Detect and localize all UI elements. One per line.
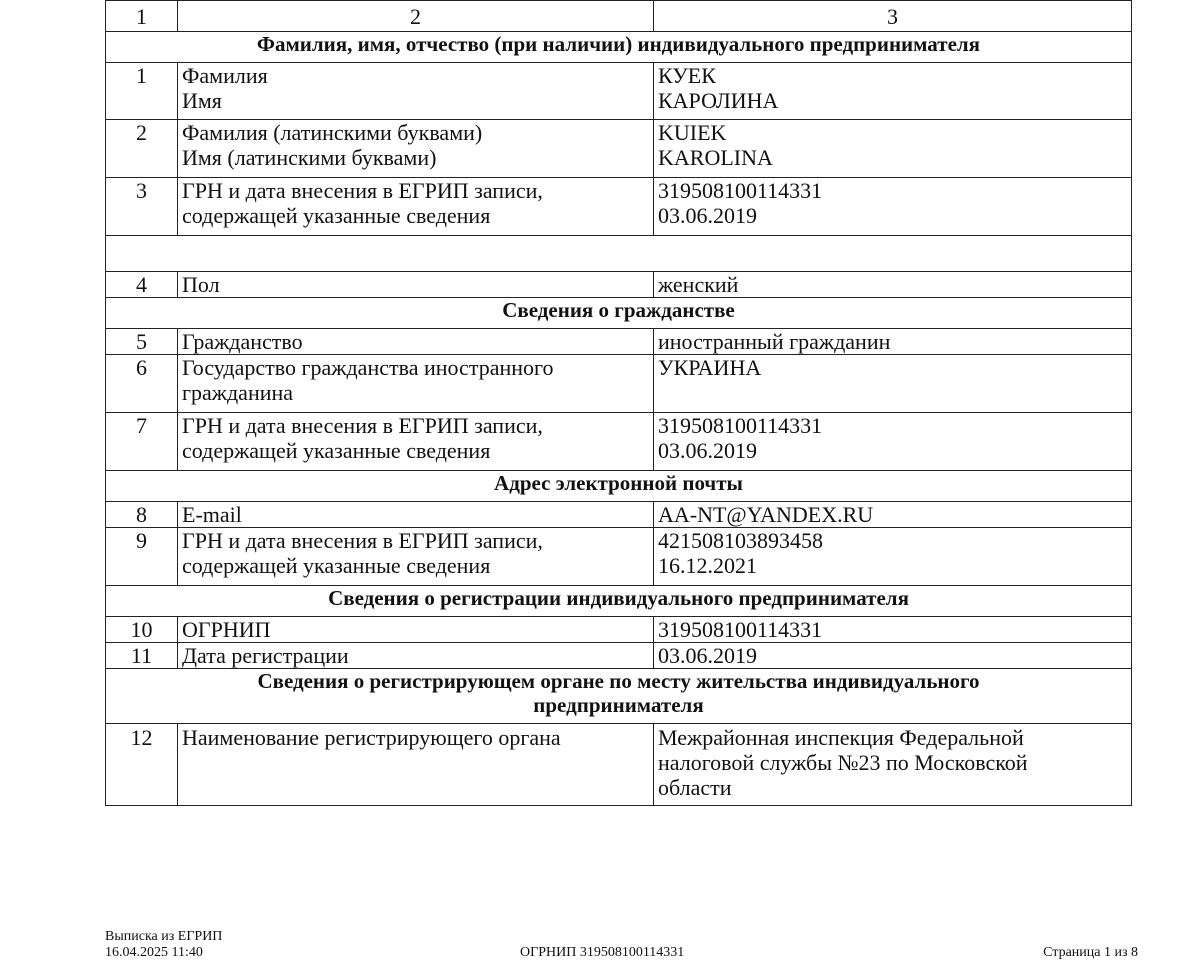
row-value [654,617,1132,643]
row-label [178,643,654,669]
table-row [106,413,1132,471]
row-label [178,724,654,806]
value-line: иностранный гражданин [658,329,891,354]
row-value [654,272,1132,298]
section-row [106,298,1132,329]
section-title [106,669,1132,724]
section-row [106,586,1132,617]
footer-page-number: Страница 1 из 8 [1043,945,1138,960]
label-line: E-mail [182,502,242,527]
row-label [178,617,654,643]
empty-row [106,236,1132,272]
row-number: 8 [106,502,178,528]
row-number: 5 [106,329,178,355]
row-label [178,329,654,355]
label-line: ОГРНИП [182,617,271,642]
value-line: 03.06.2019 [658,438,757,463]
section-title: Фамилия, имя, отчество (при наличии) индивидуального предпринимателя [106,32,1132,63]
value-line: 421508103893458 [658,528,823,553]
value-line: 319508100114331 [658,617,823,642]
row-label [178,178,654,236]
row-number: 7 [106,413,178,471]
section-row [106,32,1132,63]
row-value [654,63,1132,120]
table-row [106,178,1132,236]
egrip-table [105,0,1132,806]
table-row [106,643,1132,669]
value-line: 03.06.2019 [658,643,757,668]
label-line: гражданина [182,380,294,405]
row-number: 6 [106,355,178,413]
footer-document-info [105,929,222,961]
footer-datetime: 16.04.2025 11:40 [105,945,203,960]
section-title: Сведения о регистрации индивидуального предпринимателя [106,586,1132,617]
table-row [106,502,1132,528]
row-label [178,120,654,178]
label-line: содержащей указанные сведения [182,553,491,578]
row-value [654,724,1132,806]
section-row [106,669,1132,724]
value-line: женский [658,272,739,297]
section-title-line: предпринимателя [533,693,704,717]
label-line: Имя (латинскими буквами) [182,145,437,170]
section-title: Сведения о гражданстве [106,298,1132,329]
label-line: Наименование регистрирующего органа [182,725,561,750]
row-value [654,413,1132,471]
row-label [178,502,654,528]
label-line: содержащей указанные сведения [182,203,491,228]
value-line: KUIEK [658,120,727,145]
row-label [178,272,654,298]
table-row [106,63,1132,120]
label-line: Фамилия [182,63,268,88]
footer-doc-title: Выписка из ЕГРИП [105,929,223,944]
row-value [654,528,1132,586]
row-label [178,528,654,586]
value-line: 03.06.2019 [658,203,757,228]
label-line: Гражданство [182,329,303,354]
value-line: KAROLINA [658,145,773,170]
value-line: 16.12.2021 [658,553,757,578]
row-value [654,329,1132,355]
section-title-line: Сведения о регистрирующем органе по месту жительства индивидуального [257,669,980,693]
row-number: 11 [106,643,178,669]
row-number: 9 [106,528,178,586]
table-row [106,272,1132,298]
value-line: КАРОЛИНА [658,88,779,113]
label-line: Имя [182,88,222,113]
label-line: ГРН и дата внесения в ЕГРИП записи, [182,178,543,203]
row-number: 12 [106,724,178,806]
label-line: Фамилия (латинскими буквами) [182,120,483,145]
column-header-2: 2 [178,1,654,32]
row-label [178,63,654,120]
table-row [106,120,1132,178]
value-line: КУЕК [658,63,716,88]
table-row [106,617,1132,643]
column-header-3: 3 [654,1,1132,32]
row-number: 10 [106,617,178,643]
row-value [654,178,1132,236]
row-number: 1 [106,63,178,120]
row-label [178,413,654,471]
value-line: налоговой службы №23 по Московской [658,750,1028,775]
email-value: AA-NT@YANDEX.RU [658,502,874,527]
label-line: Государство гражданства иностранного [182,355,554,380]
table-row [106,329,1132,355]
value-line: Межрайонная инспекция Федеральной [658,725,1024,750]
label-line: ГРН и дата внесения в ЕГРИП записи, [182,413,543,438]
column-header-1: 1 [106,1,178,32]
value-line: 319508100114331 [658,178,823,203]
row-value [654,120,1132,178]
value-line: 319508100114331 [658,413,823,438]
column-header-row [106,1,1132,32]
footer-ogrnip: ОГРНИП 319508100114331 [520,945,685,960]
row-label [178,355,654,413]
section-row [106,471,1132,502]
table-row [106,528,1132,586]
label-line: Пол [182,272,220,297]
label-line: ГРН и дата внесения в ЕГРИП записи, [182,528,543,553]
label-line: содержащей указанные сведения [182,438,491,463]
table-row [106,355,1132,413]
row-value [654,502,1132,528]
label-line: Дата регистрации [182,643,349,668]
value-line: области [658,775,732,800]
row-number: 2 [106,120,178,178]
value-line: УКРАИНА [658,355,762,380]
empty-cell [106,236,1132,272]
row-value [654,355,1132,413]
section-title: Адрес электронной почты [106,471,1132,502]
row-value [654,643,1132,669]
row-number: 4 [106,272,178,298]
table-row [106,724,1132,806]
row-number: 3 [106,178,178,236]
